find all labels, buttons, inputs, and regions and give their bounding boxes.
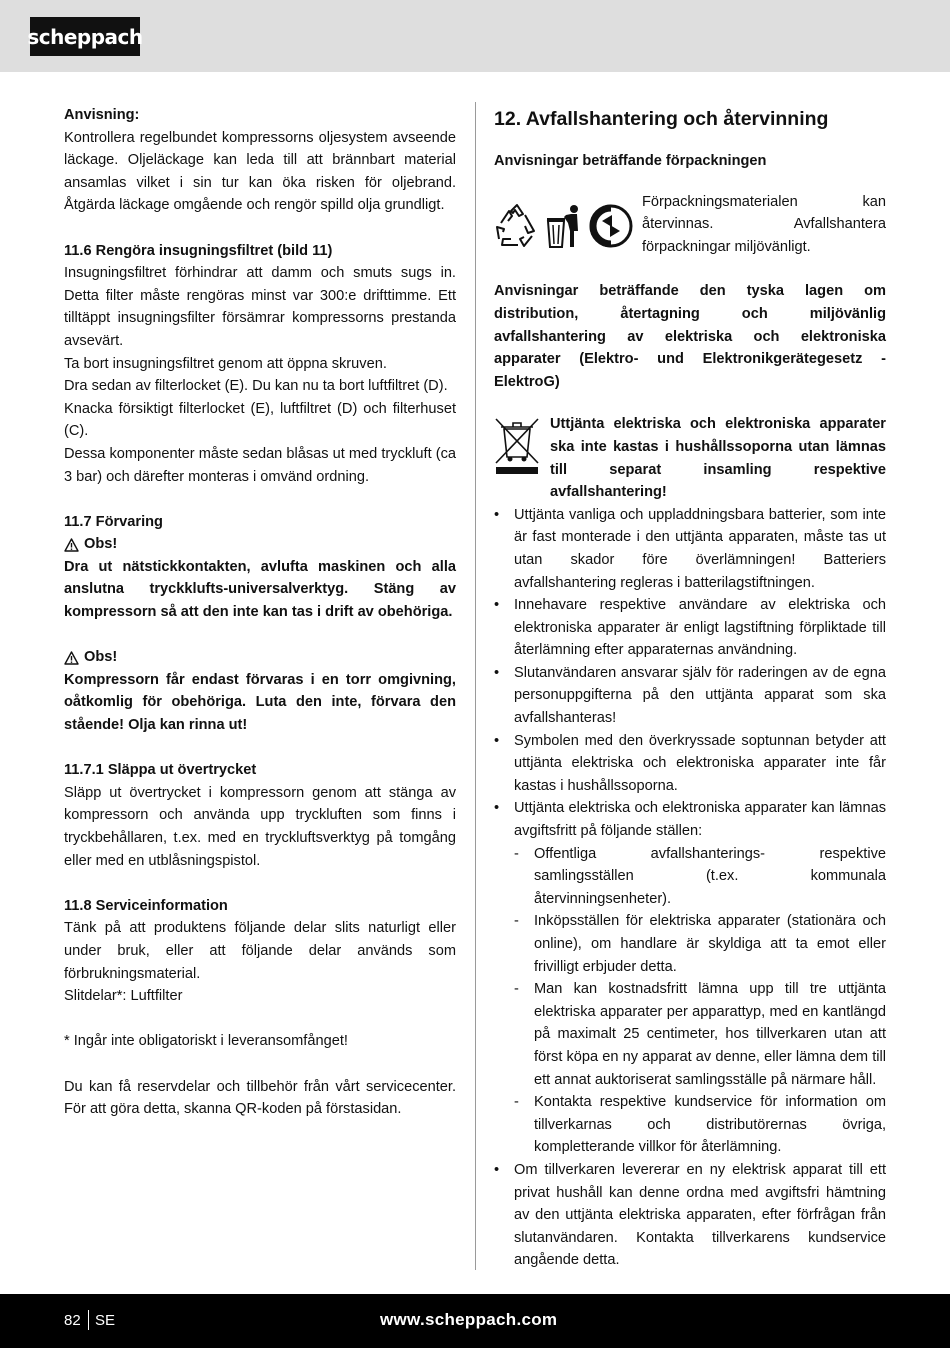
list-item: • Slutanvändaren ansvarar själv för raderingen av de egna personuppgifterna på den uttjänta apparat som ska avfallshanteras! — [494, 662, 886, 730]
weee-symbol — [494, 413, 550, 503]
storage-warning-2: Kompressorn får endast förvaras i en torr omgivning, oåtkomlig för obehöriga. Luta den inte, förvara den stående! Olja kan rinna ut! — [64, 671, 456, 734]
page-number: 82 — [64, 1312, 81, 1329]
section-11-6-paragraph: Dessa komponenter måste sedan blåsas ut med tryckluft (ca 3 bar) och därefter monteras i omvänd ordning. — [64, 445, 456, 485]
warning-triangle-icon — [64, 538, 79, 552]
footer-separator — [88, 1310, 89, 1330]
note-title: Anvisning: — [64, 107, 140, 123]
section-11-7-title: 11.7 Förvaring — [64, 513, 163, 530]
green-dot-recycle-icon — [588, 203, 634, 249]
warning-triangle-icon — [64, 651, 79, 665]
section-11-7-1-text: Släpp ut övertrycket i kompressorn genom att stänga av kompressorn och använda upp tryckluften som finns i tryckbehållaren, t.ex. med en tryckluftsverktyg på tomgång eller med en utblåsningspistol. — [64, 784, 456, 869]
trash-bin-person-icon — [544, 203, 584, 249]
header-bar — [0, 0, 950, 72]
list-item: • Uttjänta vanliga och uppladdningsbara batterier, som inte är fast monterade i den uttjänta apparaten, måste tas ut utan skador före överlämningen! Batteriers avfallshantering regleras i batterilagstiftningen. — [494, 504, 886, 594]
list-item: • Innehavare respektive användare av elektriska och elektroniska apparater är enligt lagstiftning förpliktade till återlämning efter apparaternas användning. — [494, 594, 886, 662]
weee-text: Uttjänta elektriska och elektroniska apparater ska inte kastas i hushållssoporna utan lämnas till separat insamling respektive avfallshantering! — [550, 416, 886, 501]
crossed-bin-icon — [494, 417, 540, 475]
footer-bar — [0, 1294, 950, 1348]
note-text: Kontrollera regelbundet kompressorns oljesystem avseende läckage. Oljeläckage kan leda till att brännbart material ansamlas vilket i sin tur kan öka risken för oljebrand. Åtgärda läckage omgående och rengör spilld olja grundligt. — [64, 129, 456, 214]
warning-label — [64, 646, 456, 669]
section-11-6-paragraph: Dra sedan av filterlocket (E). Du kan nu ta bort luftfiltret (D). — [64, 378, 448, 395]
section-11-7-1-title: 11.7.1 Släppa ut övertrycket — [64, 762, 257, 779]
recycle-icon — [494, 203, 540, 249]
language-code: SE — [95, 1312, 116, 1329]
left-column — [64, 104, 456, 1121]
right-column — [494, 106, 886, 1272]
wear-parts: Slitdelar*: Luftfilter — [64, 988, 183, 1005]
list-item: - Offentliga avfallshanterings- respektive samlingsställen (t.ex. kommunala återvinningsenheter). — [514, 843, 886, 911]
storage-warning-1: Dra ut nätstickkontakten, avlufta maskinen och alla anslutna tryckklufts-universalverktyg. Stäng av kompressorn så att den inte kan tas i drift av obehöriga. — [64, 558, 456, 621]
packaging-info — [494, 191, 886, 259]
warning-label — [64, 533, 456, 556]
list-item: • Om tillverkaren levererar en ny elektrisk apparat till ett privat hushåll kan denne ordna med avgiftsfri hämtning av den uttjänta elektriska apparaten, efter förfrågan från slutanvändaren. Kontakta tillverkarens kundservice angående detta. — [494, 1159, 886, 1272]
list-item — [494, 797, 886, 1159]
section-11-8-title: 11.8 Serviceinformation — [64, 897, 228, 914]
weee-info — [494, 413, 886, 503]
section-11-8-paragraph: Tänk på att produktens följande delar slits naturligt eller under bruk, eller att följande delar används som förbrukningsmaterial. — [64, 920, 456, 982]
packaging-text: Förpackningsmaterialen kan återvinnas. Avfallshantera förpackningar miljövänligt. — [642, 193, 886, 255]
list-item: - Man kan kostnadsfritt lämna upp till tre uttjänta elektriska apparater per apparattyp, med en kantlängd på maximalt 25 centimeter, hos tillverkaren utan att först köpa en ny apparat av denne, eller lämna dem till ett annat auktoriserat samlingsställe på närmare håll. — [514, 978, 886, 1091]
packaging-subhead: Anvisningar beträffande förpackningen — [494, 153, 767, 169]
section-11-6-title: 11.6 Rengöra insugningsfiltret (bild 11) — [64, 242, 333, 259]
disposal-bullet-list — [494, 504, 886, 1272]
section-12-title: 12. Avfallshantering och återvinning — [494, 108, 829, 130]
section-11-6-paragraph: Ta bort insugningsfiltret genom att öppna skruven. — [64, 355, 387, 372]
packaging-icons — [494, 191, 642, 259]
obs-label: Obs! — [84, 649, 118, 666]
list-item: - Inköpsställen för elektriska apparater (stationära och online), om handlare är skyldiga att ta emot eller frivilligt erbjuder detta. — [514, 910, 886, 978]
list-item: - Kontakta respektive kundservice för information om tillverkarnas och distributörernas övriga, kompletterande villkor för återlämning. — [514, 1091, 886, 1159]
scheppach-logo: scheppach — [30, 17, 140, 56]
list-item-text: Uttjänta elektriska och elektroniska apparater kan lämnas avgiftsfritt på följande ställen: — [514, 800, 886, 840]
section-11-6-paragraph: Knacka försiktigt filterlocket (E), luftfiltret (D) och filterhuset (C). — [64, 400, 456, 440]
obs-label: Obs! — [84, 536, 118, 553]
return-locations-list — [514, 843, 886, 1159]
section-11-6-paragraph: Insugningsfiltret förhindrar att damm och smuts sugs in. Detta filter måste rengöras minst var 300:e drifttimme. Ett tilltäppt insugningsfilter försämrar kompressorns prestanda avsevärt. — [64, 265, 456, 349]
column-divider — [475, 102, 476, 1270]
service-paragraph: Du kan få reservdelar och tillbehör från vårt servicecenter. För att göra detta, skanna QR-koden på förstasidan. — [64, 1078, 456, 1118]
list-item: • Symbolen med den överkryssade soptunnan betyder att uttjänta elektriska och elektroniska apparater inte får kastas i hushållssoporna. — [494, 730, 886, 798]
website-url: www.scheppach.com — [380, 1310, 558, 1329]
law-subhead: Anvisningar beträffande den tyska lagen om distribution, återtagning och miljövänlig avfallshantering av elektriska och elektroniska apparater (Elektro- und Elektronikgerätegesetz - ElektroG) — [494, 283, 886, 390]
footnote: * Ingår inte obligatoriskt i leveransomfånget! — [64, 1033, 348, 1050]
